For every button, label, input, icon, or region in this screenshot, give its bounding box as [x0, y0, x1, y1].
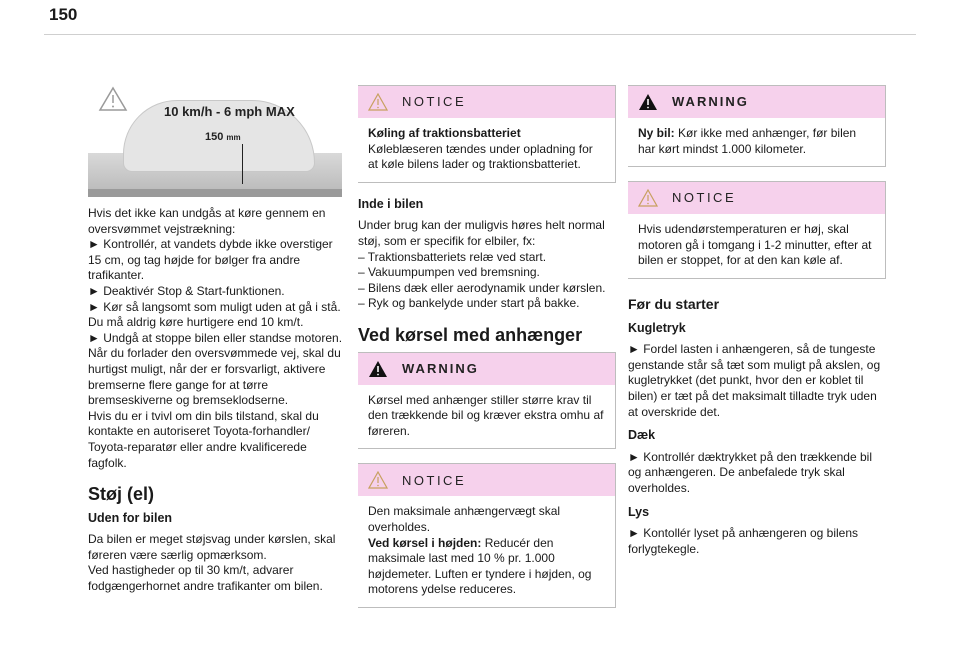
- depth-unit: mm: [226, 133, 241, 142]
- notice-text: Den maksimale anhængervægt skal overholdes.: [368, 504, 561, 534]
- warning-body: [628, 118, 885, 166]
- column-3: [628, 80, 886, 557]
- notice-label: NOTICE: [402, 94, 467, 110]
- depth-value: 150: [205, 131, 224, 143]
- outside-car-title: Uden for bilen: [88, 510, 173, 525]
- outside-car-text: Da bilen er meget støjsvag under kørslen, skal føreren være særlig opmærksom. Ved hastigheder op til 30 km/t, advarer fodgængerhornet andre trafikanter om bilen.: [88, 532, 336, 594]
- warning-header: [358, 353, 615, 385]
- notice-header: [358, 86, 615, 118]
- trailer-section-title: Ved kørsel med anhænger: [358, 324, 583, 345]
- coupling-title: Kugletryk: [628, 320, 686, 335]
- header-divider: [44, 34, 916, 35]
- depth-marker: [242, 144, 243, 184]
- depth-label: [205, 130, 241, 146]
- warning-label: WARNING: [672, 94, 749, 110]
- notice-label: NOTICE: [402, 472, 467, 488]
- notice-body: [358, 496, 615, 607]
- notice-heading: Køling af traktionsbatteriet: [368, 126, 521, 140]
- warning-text: Kør ikke med anhænger, før bilen har kørt mindst 1.000 kilometer.: [638, 126, 857, 156]
- notice-header: [628, 182, 885, 214]
- notice-text: Køleblæseren tændes under opladning for at køle bilens lader og traktionsbatteriet.: [368, 141, 593, 172]
- inside-car-text: Under brug kan der muligvis høres helt normal støj, som er specifik for elbiler, fx: – Traktionsbatteriets relæ ved start. – Vakuumpumpen ved bremsning. – Bilens dæk eller aerodynamik under kørslen. – Ryk og bankelyde under start på bakke.: [358, 218, 606, 311]
- speed-limit-label: 10 km/h - 6 mph MAX: [164, 104, 295, 119]
- notice-triangle-icon: [368, 471, 388, 489]
- notice-triangle-icon: [368, 93, 388, 111]
- warning-heading: Ny bil:: [638, 126, 675, 140]
- notice-header: [358, 464, 615, 496]
- flood-driving-illustration: [88, 80, 342, 197]
- warning-triangle-icon: [638, 93, 658, 111]
- warning-box-new-car: [628, 85, 886, 167]
- notice-body: [358, 118, 615, 182]
- before-start-title: Før du starter: [628, 295, 720, 312]
- warning-triangle-icon: [98, 86, 128, 112]
- coupling-text: ► Fordel lasten i anhængeren, så de tungeste genstande står så tæt som muligt på akslen, og kugletrykket (det punkt, hvor den er koblet til bilen) er tæt på det maksimalt tilladte tryk uden at overskride det.: [628, 342, 881, 419]
- notice-box-trailer-weight: [358, 463, 616, 608]
- notice-heading: Ved kørsel i højden:: [368, 535, 482, 550]
- column-1: [88, 80, 346, 595]
- warning-label: WARNING: [402, 360, 479, 376]
- noise-section-title: Støj (el): [88, 484, 154, 505]
- notice-triangle-icon: [638, 189, 658, 207]
- tyres-text: ► Kontrollér dæktrykket på den trækkende bil og anhængeren. De anbefalede tryk skal overholdes.: [628, 449, 872, 495]
- notice-box-engine-idle: [628, 181, 886, 279]
- page-number: 150: [49, 5, 78, 24]
- inside-car-title: Inde i bilen: [358, 196, 424, 211]
- flood-driving-text: Hvis det ikke kan undgås at køre gennem en oversvømmet vejstrækning: ► Kontrollér, at vandets dybde ikke overstiger 15 cm, og tag højde for bølger fra andre trafikanter. ► Deaktivér Stop & Start-funktionen. ► Kør så langsomt som muligt uden at gå i stå. Du må aldrig køre hurtigere end 10 km/t. ► Undgå at stoppe bilen eller standse motoren. Når du forlader den oversvømmede vej, skal du hurtigst muligt, når der er forsvarligt, aktivere bremserne flere gange for at tørre bremseskiverne og bremseklodserne. Hvis du er i tvivl om din bils tilstand, skal du kontakte en autoriseret Toyota-forhandler/ Toyota-reparatør eller andre kvalificerede fagfolk.: [88, 206, 343, 470]
- notice-label: NOTICE: [672, 190, 737, 206]
- lights-title: Lys: [628, 504, 650, 519]
- warning-body: Kørsel med anhænger stiller større krav til den trækkende bil og kræver ekstra omhu af føreren.: [368, 392, 604, 438]
- warning-box-trailer: [358, 352, 616, 450]
- notice-body: Hvis udendørstemperaturen er høj, skal motoren gå i tomgang i 1-2 minutter, efter at bilen er stoppet, for at den kan køle af.: [638, 222, 872, 268]
- warning-header: [628, 86, 885, 118]
- column-2: [358, 80, 616, 622]
- tyres-title: Dæk: [628, 428, 656, 443]
- notice-box-battery-cooling: [358, 85, 616, 183]
- notice-text-2: Reducér den maksimale last med 10 % pr. 1.000 højdemeter. Luften er tyndere i højden, og motorens ydelse reduceres.: [368, 535, 592, 597]
- lights-text: ► Kontollér lyset på anhængeren og bilens forlygtekegle.: [628, 526, 859, 556]
- warning-triangle-icon: [368, 360, 388, 378]
